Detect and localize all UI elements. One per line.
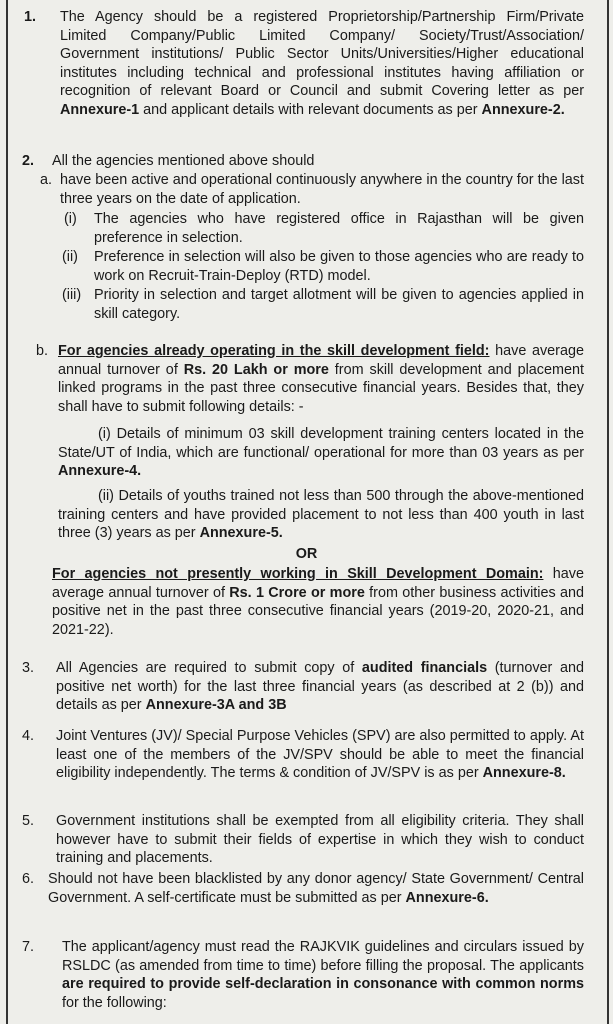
text-run: Details of minimum 03 skill development training centers located in the State/UT of India, which are functional/ operational for more than 03 years as per [58,426,584,461]
text-run: have average annual turnover of [52,566,584,601]
clause-6 [0,870,613,930]
clause-text [58,487,584,543]
clause-text [58,425,584,481]
clause-body [58,426,584,479]
bold-text: Rs. 1 Crore or more [229,584,365,601]
clause-text: Preference in selection will also be given to those agencies who are ready to work on Recruit-Train-Deploy (RTD) model. [94,249,584,284]
text-run: Details of youths trained not less than 500 through the above-mentioned training centers and have provided placement to not less than 400 youth in last three (3) years as per [58,488,584,542]
clause-number: 7. [22,939,35,955]
clause-number: 3. [22,660,35,676]
clause-number: 5. [22,813,35,829]
clause-2b-i [0,425,613,485]
clause-5 [0,812,613,872]
clause-text [48,870,584,907]
text-run: have average annual turnover of [58,343,584,378]
bold-text: Rs. 20 Lakh or more [183,361,329,378]
clause-number: 6. [22,871,35,887]
text-run: from other business activities and positive net in the past three consecutive financial years (2019-20, 2020-21, and 2021-22). [52,584,584,638]
clause-2b-alternative [0,565,613,645]
clause-text: Government institutions shall be exempted from all eligibility criteria. They shall however have to submit their fields of expertise in which they wish to conduct training and placements. [56,813,584,867]
clause-text [52,565,584,639]
clause-7 [0,938,613,1018]
clause-4 [0,727,613,807]
underlined-heading: For agencies already operating in the skill development field: [58,343,490,359]
clause-2b-ii [0,487,613,547]
clause-2a [0,171,613,209]
text-run: The applicant/agency must read the RAJKVIK guidelines and circulars issued by RSLDC (as amended from time to time) before filling the proposal. The applicants [62,939,584,974]
clause-text: have been active and operational continuously anywhere in the country for the last three years on the date of application. [60,172,584,207]
clause-text [62,938,584,1012]
bold-text: Annexure-8. [482,765,566,782]
bold-text: are required to provide self-declaration in consonance with common norms [62,976,584,993]
underlined-heading: For agencies not presently working in Skill Development Domain: [52,566,544,582]
clause-number: a. [40,172,53,188]
bold-text: Annexure-4. [58,463,142,480]
text-run: (turnover and positive net worth) for the last three financial years (as described at 2 (b)) and details as per [56,660,584,714]
clause-number: (iii) [62,287,82,303]
or-separator: OR [295,546,318,562]
text-run: for the following: [62,994,167,1011]
clause-body [58,488,584,541]
clause-2b [0,342,613,424]
bold-text: Annexure-3A and 3B [145,697,287,714]
clause-text: Priority in selection and target allotment will be given to agencies applied in skill category. [94,287,584,322]
bold-text: Annexure-6. [405,889,489,906]
clause-number: (ii) [98,488,114,504]
clause-number: 4. [22,728,35,744]
clause-2 [0,152,613,172]
clause-text [60,8,584,120]
clause-1 [0,8,613,148]
clause-number: (ii) [62,249,78,265]
bold-text: Annexure-5. [199,525,283,542]
clause-text [56,659,584,715]
clause-2a-ii [0,248,613,286]
text-run: and applicant details with relevant documents as per [139,101,482,118]
text-run: Joint Ventures (JV)/ Special Purpose Vehicles (SPV) are also permitted to apply. At least one of the members of the JV/SPV should be able to meet the financial eligibility independently. The terms & condition of JV/SPV is as per [56,728,584,782]
bold-text: Annexure-1 [60,101,140,118]
clause-text [58,342,584,416]
clause-text: The agencies who have registered office in Rajasthan will be given preference in selection. [94,211,584,246]
clause-number: 1. [24,9,37,25]
clause-number: (i) [64,211,77,227]
clause-2a-iii [0,286,613,324]
clause-number: 2. [22,153,35,169]
clause-2a-i [0,210,613,248]
clause-number: b. [36,343,49,359]
clause-text: All the agencies mentioned above should [52,153,315,169]
text-run: All Agencies are required to submit copy of [56,660,362,676]
clause-number: (i) [98,426,111,442]
clause-3 [0,659,613,719]
bold-text: audited financials [361,660,488,676]
bold-text: Annexure-2. [481,101,565,118]
text-run: Should not have been blacklisted by any donor agency/ State Government/ Central Government. A self-certificate must be submitted as per [48,871,584,906]
text-run: from skill development and placement linked programs in the past three consecutive financial years. Besides that, they shall have to submit following details: - [58,361,584,415]
clause-text [56,727,584,783]
text-run: The Agency should be a registered Proprietorship/Partnership Firm/Private Limited Company/Public Limited Company/ Society/Trust/Association/ Government institutions/ Public Sector Units/Universities/Higher educational institutes including technical and professional institutes having affiliation or recognition of relevant Board or Council and submit Covering letter as per [60,9,584,100]
